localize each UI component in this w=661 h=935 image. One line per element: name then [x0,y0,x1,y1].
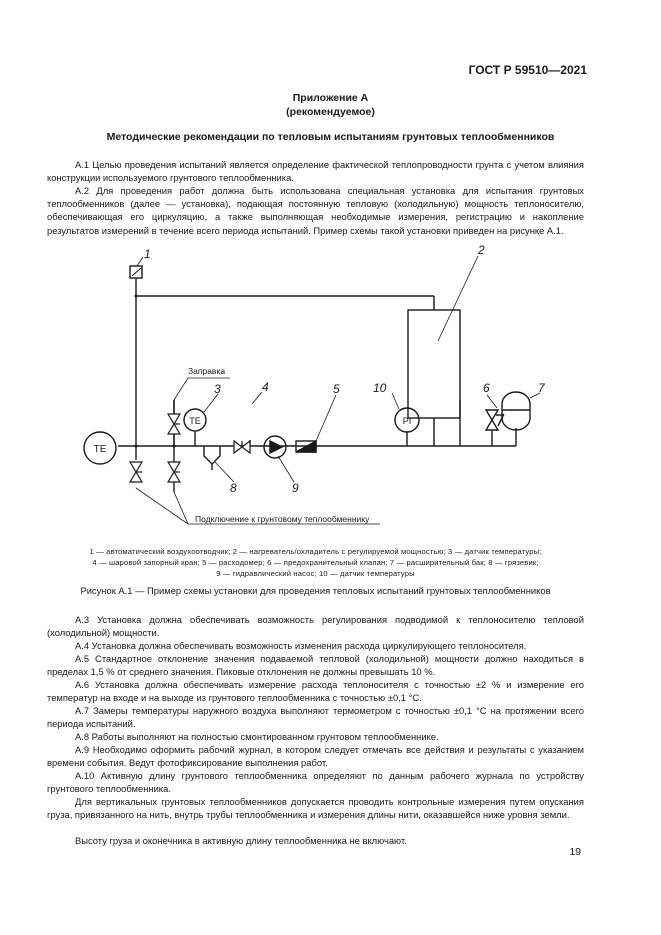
callout-3: 3 [214,382,221,396]
pi-label: PI [402,416,412,426]
paragraph-height: Высоту груза и оконечника в активную длину теплообменника не включают. [75,835,407,846]
paragraph-a7: А.7 Замеры температуры наружного воздуха выполняют термометром с точностью ±0,1 °С на протяжении всего периода испытаний. [47,705,584,730]
paragraph-a9: А.9 Необходимо оформить рабочий журнал, в котором следует отмечать все действия и результаты с указанием времени события. Ведут фотофиксирование выполнения работ. [47,744,584,769]
callout-2: 2 [478,243,485,257]
safety-valve-icon [486,420,498,430]
figure-legend-line-2: 4 — шаровой запорный кран; 5 — расходомер; 6 — предохранительный клапан; 7 — расширительный бак; 8 — грязевик; [92,558,539,567]
heater-cooler-icon [408,310,460,418]
pipe-junctions [135,295,176,448]
figure-legend-line-3: 9 — гидравлический насос; 10 — датчик температуры [216,569,415,578]
standard-number: ГОСТ Р 59510—2021 [468,63,587,77]
paragraph-vertical: Для вертикальных грунтовых теплообменников допускается проводить контрольные измерения путем опускания груза, привязанного на нить, внутрь трубы теплообменника и измерения длины нити, оказавшейся ниже уровня земли. [47,796,584,821]
te-3-label: TE [189,416,201,426]
callout-1: 1 [144,247,151,261]
paragraph-a5: А.5 Стандартное отклонение значения подаваемой тепловой (холодильной) мощности должно находиться в пределах 1,5 % от среднего значения. Пиковые отклонения не должны превышать 10 %. [47,653,584,678]
paragraph-a8: А.8 Работы выполняют на полностью смонтированном грунтовом теплообменнике. [75,731,439,742]
figure-caption: Рисунок А.1 — Пример схемы установки для проведения тепловых испытаний грунтовых теплообменников [80,585,551,596]
paragraph-a1: А.1 Целью проведения испытаний является определение фактической теплопроводности грунта с учетом влияния конструкции используемого грунтового теплообменника. [47,159,584,184]
te-left-label: TE [93,444,107,455]
paragraph-a6: А.6 Установка должна обеспечивать измерение расхода теплоносителя с точностью ±2 % и измерение его температур на входе и на выходе из грунтового теплообменника с точностью ±0,1 °С. [47,679,584,704]
callout-7: 7 [538,381,545,395]
callout-4: 4 [262,380,269,394]
strainer-icon [204,446,220,464]
installation-diagram [0,236,661,536]
paragraph-a3: А.3 Установка должна обеспечивать возможность регулирования подводимой к теплоносителю тепловой (холодильной) мощности. [47,614,584,639]
expansion-tank-icon [502,392,530,430]
paragraph-a10: А.10 Активную длину грунтового теплообменника определяют по данным рабочего журнала по устройству грунтового теплообменника. [47,770,584,795]
figure-legend-line-1: 1 — автоматический воздухоотводчик; 2 — нагреватель/охладитель с регулируемой мощностью; 3 — датчик температуры; [89,547,542,556]
appendix-title: Приложение А [292,92,369,104]
page-number: 19 [569,846,581,858]
callout-9: 9 [292,481,299,495]
connection-label: Подключение к грунтовому теплообменнику [195,514,370,524]
callout-8: 8 [230,481,237,495]
appendix-heading: Методические рекомендации по тепловым испытаниям грунтовых теплообменников [106,131,555,143]
zapravka-label: Заправка [188,366,226,376]
callout-5: 5 [333,382,340,396]
paragraph-a2: А.2 Для проведения работ должна быть использована специальная установка для испытания грунтовых теплообменников (далее — установка), подающая постоянную тепловую (холодильную) мощность теплоносителю, обеспечивающая его циркуляцию, а также выполняющая необходимые измерения, регистрацию и накопление результатов измерений в течение всего периода испытаний. Пример схемы такой установки приведен на рисунке А.1. [47,185,584,236]
callout-10: 10 [373,381,387,395]
paragraph-a4: А.4 Установка должна обеспечивать возможность изменения расхода циркулирующего теплоносителя. [75,640,527,651]
appendix-status: (рекомендуемое) [286,106,375,118]
callout-6: 6 [483,381,490,395]
